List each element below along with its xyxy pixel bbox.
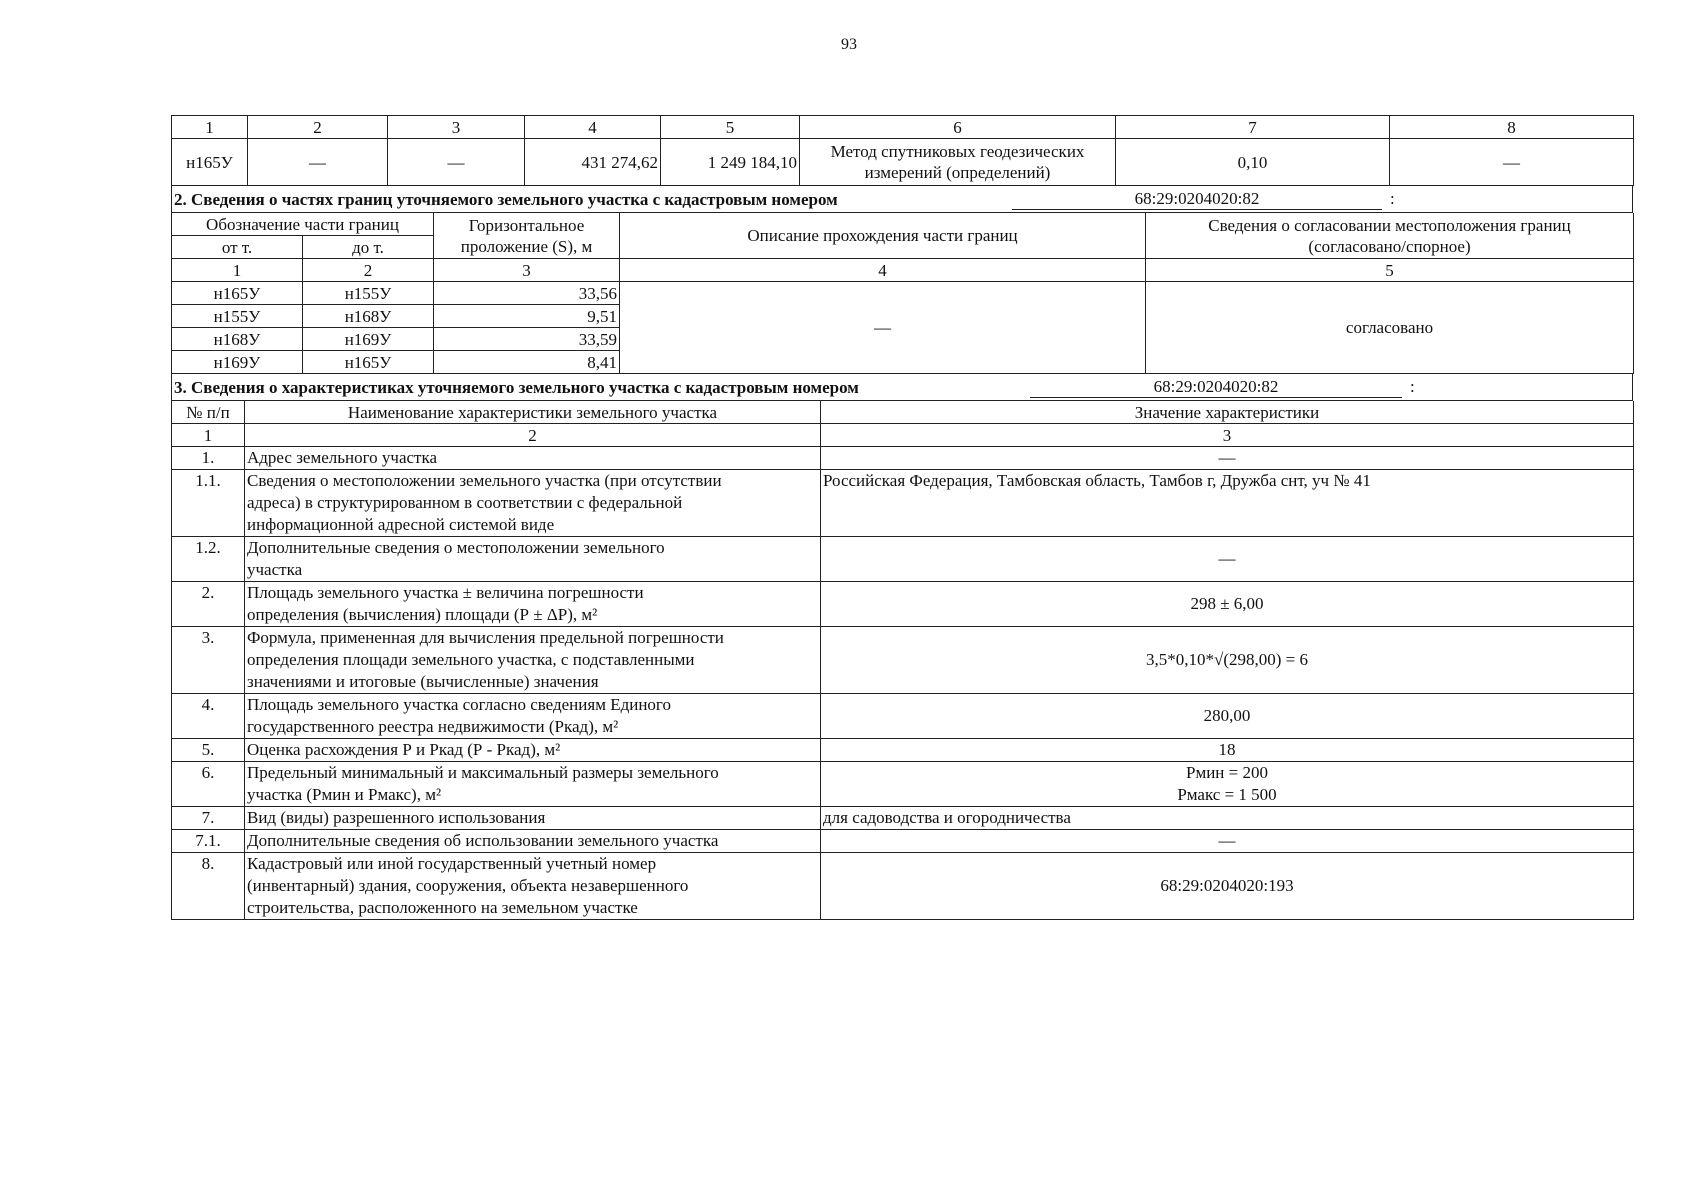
characteristic-name xyxy=(245,830,821,853)
characteristic-value xyxy=(821,807,1634,830)
col-number: 3 xyxy=(388,116,525,139)
col-number: 5 xyxy=(661,116,800,139)
header-designation: Обозначение части границ xyxy=(172,213,434,236)
section-title: 2. Сведения о частях границ уточняемого земельного участка с кадастровым номером xyxy=(174,189,838,209)
value-line: 18 xyxy=(1218,740,1236,759)
value-line: Рмин = 200 xyxy=(1186,763,1268,782)
column-number-row xyxy=(172,116,1634,139)
from-point: н168У xyxy=(172,328,303,351)
coordinate-y: 1 249 184,10 xyxy=(661,139,800,186)
value-line: — xyxy=(1218,831,1236,850)
row-number: 1.2. xyxy=(172,537,245,582)
row-number: 2. xyxy=(172,582,245,627)
characteristic-value xyxy=(821,537,1634,582)
characteristic-name xyxy=(245,447,821,470)
value-line: — xyxy=(1218,549,1236,568)
characteristic-value xyxy=(821,830,1634,853)
header-line: Горизонтальное xyxy=(468,215,585,235)
name-line: определения (вычисления) площади (Р ± ΔР), м² xyxy=(247,605,598,624)
table-row xyxy=(172,282,1634,305)
header-num: № п/п xyxy=(172,401,245,424)
name-line: Предельный минимальный и максимальный размеры земельного xyxy=(247,763,719,782)
value-line: для садоводства и огородничества xyxy=(823,808,1071,827)
row-number: 3. xyxy=(172,627,245,694)
colon: : xyxy=(1410,377,1415,396)
cell: — xyxy=(388,139,525,186)
section-title: 3. Сведения о характеристиках уточняемого земельного участка с кадастровым номером xyxy=(174,377,859,397)
col-number: 2 xyxy=(303,259,434,282)
distance: 9,51 xyxy=(434,305,620,328)
to-point: н155У xyxy=(303,282,434,305)
name-line: Кадастровый или иной государственный учетный номер xyxy=(247,854,657,873)
table-row xyxy=(172,139,1634,186)
name-line: Адрес земельного участка xyxy=(247,448,438,467)
document-sheet xyxy=(171,115,1633,920)
table-row xyxy=(172,537,1634,582)
name-line: (инвентарный) здания, сооружения, объекта незавершенного xyxy=(247,876,689,895)
to-point: н165У xyxy=(303,351,434,374)
characteristic-name xyxy=(245,470,821,537)
header-value: Значение характеристики xyxy=(821,401,1634,424)
name-line: Площадь земельного участка ± величина погрешности xyxy=(247,583,644,602)
coordinate-x: 431 274,62 xyxy=(525,139,661,186)
characteristic-name xyxy=(245,694,821,739)
name-line: строительства, расположенного на земельном участке xyxy=(247,898,638,917)
name-line: участка xyxy=(247,560,303,579)
name-line: Сведения о местоположении земельного участка (при отсутствии xyxy=(247,471,722,490)
col-number: 4 xyxy=(620,259,1146,282)
page-number: 93 xyxy=(841,36,857,53)
name-line: определения площади земельного участка, с подставленными xyxy=(247,650,695,669)
col-number: 3 xyxy=(434,259,620,282)
distance: 33,56 xyxy=(434,282,620,305)
row-number: 1.1. xyxy=(172,470,245,537)
name-line: Дополнительные сведения об использовании земельного участка xyxy=(247,831,719,850)
column-number-row xyxy=(172,259,1634,282)
col-number: 1 xyxy=(172,259,303,282)
table-row xyxy=(172,807,1634,830)
row-number: 7. xyxy=(172,807,245,830)
row-number: 8. xyxy=(172,853,245,920)
characteristic-name xyxy=(245,762,821,807)
characteristic-name xyxy=(245,537,821,582)
from-point: н155У xyxy=(172,305,303,328)
header-description: Описание прохождения части границ xyxy=(620,213,1146,259)
name-line: Площадь земельного участка согласно сведениям Единого xyxy=(247,695,671,714)
distance: 33,59 xyxy=(434,328,620,351)
col-number: 1 xyxy=(172,424,245,447)
section-3-heading xyxy=(171,374,1633,401)
agreement-value: согласовано xyxy=(1146,282,1634,374)
header-to: до т. xyxy=(303,236,434,259)
col-number: 4 xyxy=(525,116,661,139)
name-line: Вид (виды) разрешенного использования xyxy=(247,808,546,827)
value-line: 3,5*0,10*√(298,00) = 6 xyxy=(1146,650,1308,669)
name-line: государственного реестра недвижимости (Ркад), м² xyxy=(247,717,619,736)
characteristic-value xyxy=(821,447,1634,470)
characteristic-name xyxy=(245,739,821,762)
section-2-heading xyxy=(171,186,1633,213)
value-line: 68:29:0204020:193 xyxy=(1160,876,1294,895)
header-agreement xyxy=(1146,213,1634,259)
name-line: адреса) в структурированном в соответствии с федеральной xyxy=(247,493,683,512)
table-row xyxy=(172,582,1634,627)
from-point: н165У xyxy=(172,282,303,305)
from-point: н169У xyxy=(172,351,303,374)
boundary-parts-table xyxy=(171,213,1634,374)
characteristic-value xyxy=(821,853,1634,920)
coordinates-table xyxy=(171,115,1634,186)
col-number: 6 xyxy=(800,116,1116,139)
description-value: — xyxy=(620,282,1146,374)
header-from: от т. xyxy=(172,236,303,259)
characteristic-value xyxy=(821,739,1634,762)
value-line: Российская Федерация, Тамбовская область, Тамбов г, Дружба снт, уч № 41 xyxy=(823,471,1371,490)
col-number: 1 xyxy=(172,116,248,139)
name-line: информационной адресной системой виде xyxy=(247,515,555,534)
header-name: Наименование характеристики земельного участка xyxy=(245,401,821,424)
distance: 8,41 xyxy=(434,351,620,374)
col-number: 2 xyxy=(248,116,388,139)
name-line: Оценка расхождения Р и Ркад (Р - Ркад), м² xyxy=(247,740,561,759)
table-row xyxy=(172,694,1634,739)
method-line: измерений (определений) xyxy=(864,163,1051,182)
value-line: Рмакс = 1 500 xyxy=(1177,785,1277,804)
characteristics-table xyxy=(171,401,1634,447)
table-row xyxy=(172,470,1634,537)
cadastral-number: 68:29:0204020:82 xyxy=(1030,376,1402,398)
colon: : xyxy=(1390,189,1395,208)
to-point: н168У xyxy=(303,305,434,328)
row-number: 5. xyxy=(172,739,245,762)
header-horizontal xyxy=(434,213,620,259)
value-line: — xyxy=(1218,448,1236,467)
method-cell xyxy=(800,139,1116,186)
header-line: проложение (S), м xyxy=(460,236,593,256)
characteristic-value xyxy=(821,470,1634,537)
col-number: 5 xyxy=(1146,259,1634,282)
characteristics-rows xyxy=(171,447,1634,920)
col-number: 2 xyxy=(245,424,821,447)
cadastral-number: 68:29:0204020:82 xyxy=(1012,188,1382,210)
cell: — xyxy=(1390,139,1634,186)
column-number-row xyxy=(172,424,1634,447)
value-line: 280,00 xyxy=(1203,706,1251,725)
characteristic-value xyxy=(821,627,1634,694)
characteristic-name xyxy=(245,582,821,627)
table-row xyxy=(172,627,1634,694)
row-number: 7.1. xyxy=(172,830,245,853)
table-row xyxy=(172,762,1634,807)
col-number: 3 xyxy=(821,424,1634,447)
row-number: 1. xyxy=(172,447,245,470)
name-line: значениями и итоговые (вычисленные) значения xyxy=(247,672,599,691)
characteristic-name xyxy=(245,853,821,920)
characteristic-value xyxy=(821,694,1634,739)
table-row xyxy=(172,830,1634,853)
header-line: Сведения о согласовании местоположения границ xyxy=(1208,215,1571,235)
cell: — xyxy=(248,139,388,186)
characteristic-value xyxy=(821,762,1634,807)
name-line: Дополнительные сведения о местоположении земельного xyxy=(247,538,665,557)
characteristic-value xyxy=(821,582,1634,627)
row-number: 4. xyxy=(172,694,245,739)
method-line: Метод спутниковых геодезических xyxy=(830,142,1085,161)
table-row xyxy=(172,447,1634,470)
value-line: 298 ± 6,00 xyxy=(1190,594,1264,613)
header-line: (согласовано/спорное) xyxy=(1308,236,1471,256)
point-name: н165У xyxy=(172,139,248,186)
col-number: 8 xyxy=(1390,116,1634,139)
name-line: Формула, примененная для вычисления предельной погрешности xyxy=(247,628,724,647)
characteristic-name xyxy=(245,627,821,694)
characteristic-name xyxy=(245,807,821,830)
table-row xyxy=(172,853,1634,920)
col-number: 7 xyxy=(1116,116,1390,139)
table-row xyxy=(172,739,1634,762)
accuracy: 0,10 xyxy=(1116,139,1390,186)
to-point: н169У xyxy=(303,328,434,351)
name-line: участка (Рмин и Рмакс), м² xyxy=(247,785,442,804)
row-number: 6. xyxy=(172,762,245,807)
